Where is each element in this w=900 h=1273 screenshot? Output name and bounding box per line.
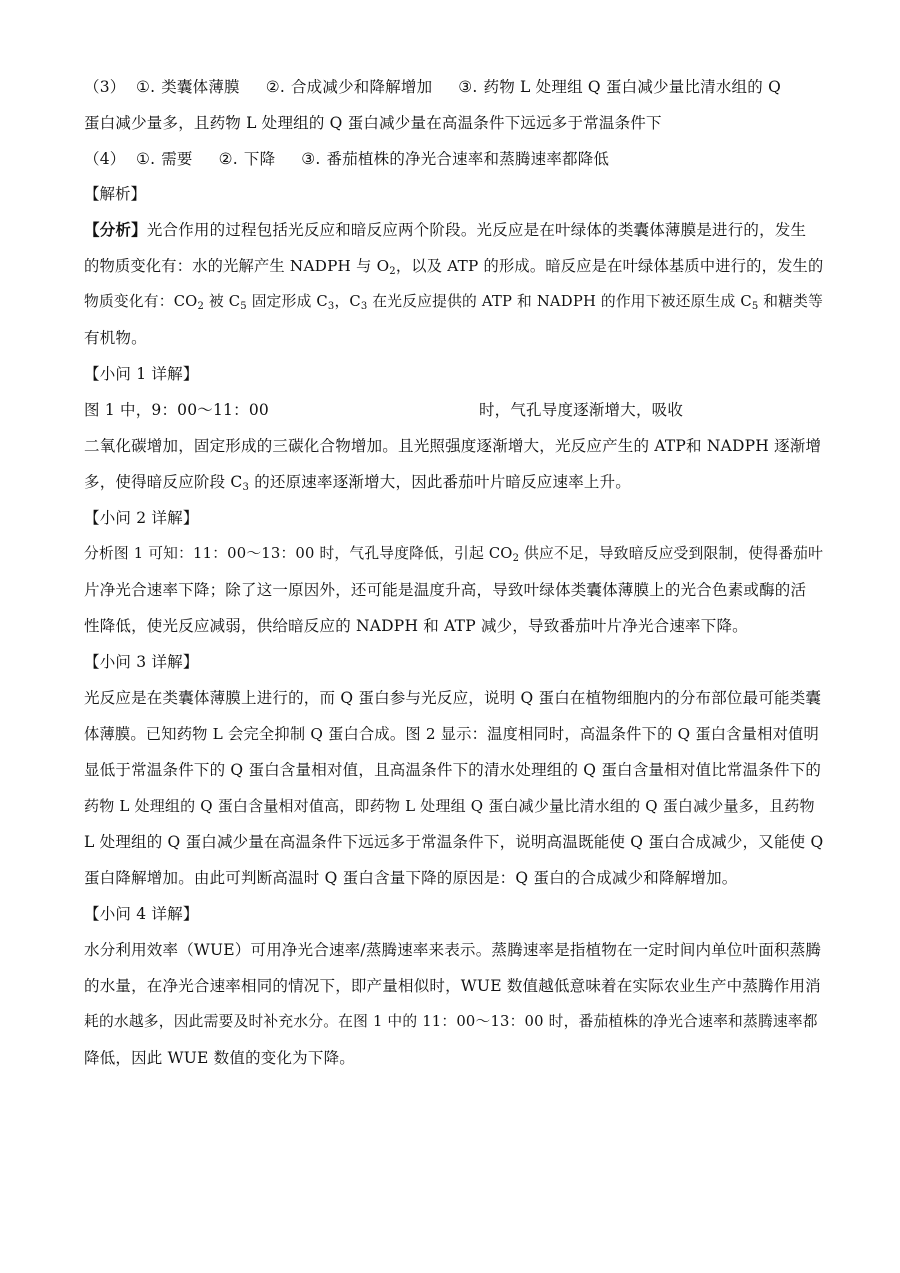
q4-line-1: 水分利用效率（WUE）可用净光合速率/蒸腾速率来表示。蒸腾速率是指植物在一定时间内单位叶面积蒸腾	[84, 941, 822, 959]
answer-4-option-2: 下降	[243, 150, 276, 168]
answer-3-line-1	[84, 77, 824, 97]
subscript: 3	[327, 301, 335, 312]
q3-line-4: 药物 L 处理组的 Q 蛋白含量相对值高，即药物 L 处理组 Q 蛋白减少量比清水组的 Q 蛋白减少量多，且药物	[84, 797, 815, 815]
answer-4-number: （4）	[84, 150, 126, 168]
q3-line-2: 体薄膜。已知药物 L 会完全抑制 Q 蛋白合成。图 2 显示：温度相同时，高温条件下的 Q 蛋白含量相对值明	[84, 725, 819, 743]
subscript: 3	[242, 482, 250, 493]
fenxi-text-1: 光合作用的过程包括光反应和暗反应两个阶段。光反应是在叶绿体的类囊体薄膜是进行的，发生	[146, 221, 807, 239]
q1-text-3b: 的还原速率逐渐增大，因此番茄叶片暗反应速率上升。	[249, 473, 631, 491]
answer-4-line	[84, 149, 824, 169]
q2-heading: 【小问 2 详解】	[84, 509, 199, 527]
answer-4-option-3: 番茄植株的净光合速率和蒸腾速率都降低	[326, 150, 610, 168]
q2-line-3: 性降低，使光反应减弱，供给暗反应的 NADPH 和 ATP 减少，导致番茄叶片净光合速率下降。	[84, 617, 748, 635]
fenxi-line-1	[84, 220, 824, 240]
fenxi-line-2	[84, 256, 824, 276]
answer-4-option-3-mark: ③.	[301, 150, 321, 168]
fenxi-text-2b: ，以及 ATP 的形成。暗反应是在叶绿体基质中进行的，发生的	[395, 257, 824, 275]
q4-line-4: 降低，因此 WUE 数值的变化为下降。	[84, 1049, 355, 1067]
q2-line-1	[84, 544, 824, 564]
subscript: 2	[389, 266, 396, 277]
q2-text-1b: 供应不足，导致暗反应受到限制，使得番茄叶	[519, 545, 824, 562]
q1-line-3	[84, 472, 824, 492]
answer-3-option-1-mark: ①.	[136, 78, 156, 96]
q3-line-5: L 处理组的 Q 蛋白减少量在高温条件下远远多于常温条件下，说明高温既能使 Q 蛋白合成减少，又能使 Q	[84, 833, 824, 851]
q1-text-3a: 多，使得暗反应阶段 C	[84, 473, 243, 491]
answer-3-option-3-mark: ③.	[458, 78, 478, 96]
answer-3-line-2	[84, 113, 824, 133]
analysis-heading: 【解析】	[84, 185, 147, 203]
fenxi-label: 【分析】	[84, 220, 147, 239]
fenxi-line-3	[84, 292, 824, 312]
q3-line-6: 蛋白降解增加。由此可判断高温时 Q 蛋白含量下降的原因是：Q 蛋白的合成减少和降解增加。	[84, 869, 738, 887]
q4-heading: 【小问 4 详解】	[84, 905, 199, 923]
subscript: 5	[751, 301, 759, 312]
answer-3-option-1: 类囊体薄膜	[161, 78, 240, 96]
q3-line-3: 显低于常温条件下的 Q 蛋白含量相对值，且高温条件下的清水处理组的 Q 蛋白含量相对值比常温条件下的	[84, 761, 822, 779]
subscript: 5	[240, 301, 247, 312]
q4-line-3: 耗的水越多，因此需要及时补充水分。在图 1 中的 11：00～13：00 时，番茄植株的净光合速率和蒸腾速率都	[84, 1013, 818, 1030]
fenxi-text-3c: 固定形成 C	[246, 293, 328, 310]
subscript: 2	[197, 301, 205, 312]
q1-line-1	[84, 400, 824, 420]
fenxi-text-3e: 在光反应提供的 ATP 和 NADPH 的作用下被还原生成 C	[367, 293, 752, 310]
fenxi-text-3f: 和糖类等	[758, 293, 824, 310]
answer-3-option-2: 合成减少和降解增加	[290, 78, 433, 96]
fenxi-text-2a: 的物质变化有：水的光解产生 NADPH 与 O	[84, 257, 390, 275]
fenxi-text-3a: 物质变化有：CO	[84, 293, 198, 310]
answer-3-option-3-continued: 蛋白减少量多，且药物 L 处理组的 Q 蛋白减少量在高温条件下远远多于常温条件下	[84, 114, 662, 132]
q2-text-1a: 分析图 1 可知：11：00～13：00 时，气孔导度降低，引起 CO	[84, 545, 513, 562]
answer-4-option-1: 需要	[161, 150, 193, 168]
answer-4-option-2-mark: ②.	[218, 150, 238, 168]
answer-3-number: （3）	[84, 78, 126, 96]
answer-4-option-1-mark: ①.	[136, 150, 156, 168]
fenxi-text-3d: ，C	[334, 293, 361, 310]
q1-text-1a: 图 1 中，9：00～11：00	[84, 401, 269, 419]
q1-text-1b: 时，气孔导度逐渐增大，吸收	[478, 401, 684, 419]
q2-line-2: 片净光合速率下降；除了这一原因外，还可能是温度升高，导致叶绿体类囊体薄膜上的光合色素或酶的活	[84, 581, 807, 599]
q1-heading: 【小问 1 详解】	[84, 365, 199, 383]
fenxi-text-3b: 被 C	[204, 293, 241, 310]
subscript: 3	[360, 301, 368, 312]
q3-line-1: 光反应是在类囊体薄膜上进行的，而 Q 蛋白参与光反应，说明 Q 蛋白在植物细胞内的分布部位最可能类囊	[84, 689, 822, 707]
fenxi-line-4: 有机物。	[84, 329, 147, 347]
subscript: 2	[512, 553, 520, 564]
answer-3-option-3: 药物 L 处理组 Q 蛋白减少量比清水组的 Q	[483, 78, 781, 96]
q3-heading: 【小问 3 详解】	[84, 653, 199, 671]
answer-3-option-2-mark: ②.	[265, 78, 285, 96]
q1-line-2: 二氧化碳增加，固定形成的三碳化合物增加。且光照强度逐渐增大，光反应产生的 ATP和 NADPH 逐渐增	[84, 437, 822, 455]
q4-line-2: 的水量，在净光合速率相同的情况下，即产量相似时，WUE 数值越低意味着在实际农业生产中蒸腾作用消	[84, 977, 821, 995]
